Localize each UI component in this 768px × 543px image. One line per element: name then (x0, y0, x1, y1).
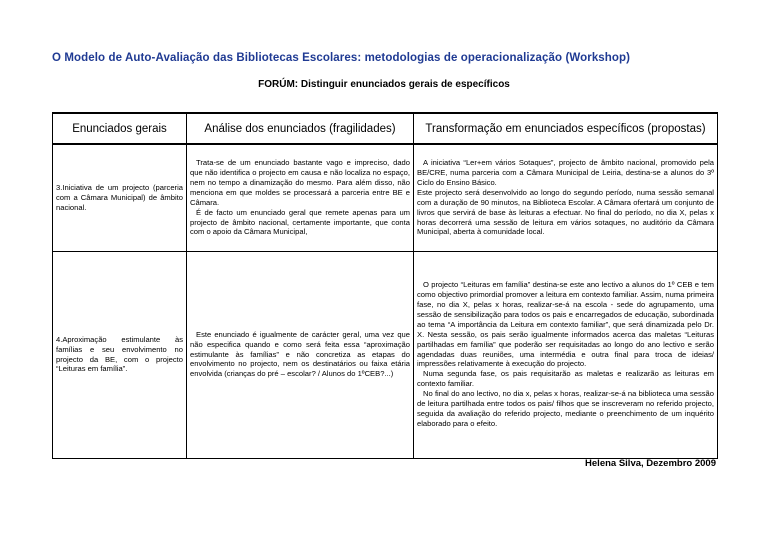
proposal-paragraph: Este projecto será desenvolvido ao longo do segundo período, numa sessão semanal com a duração de 90 minutos, na Biblioteca Escolar. A Câmara ofertará um conjunto de livros que servirá de base às leituras a efectuar. No final do período, no dia X, pelas x horas decorrerá uma sessão de leitura em vários sotaques, no auditório da Câmara Municipal, aberta à comunidade local. (417, 187, 714, 237)
proposal-paragraph: A iniciativa “Ler+em vários Sotaques”, projecto de âmbito nacional, promovido pela BE/CRE, numa parceria com a Câmara Municipal de Leiria, destina-se a alunos do 3º Ciclo do Ensino Básico. (417, 158, 714, 187)
proposal-paragraph: Numa segunda fase, os pais requisitarão as maletas e realizarão as leituras em contexto familiar. (417, 369, 714, 389)
forum-subtitle: FORÚM: Distinguir enunciados gerais de específicos (258, 79, 510, 90)
analysis-paragraph: É de facto um enunciado geral que remete apenas para um projecto de âmbito nacional, certamente importante, que conta com o apoio da Câmara Municipal, (190, 207, 410, 237)
analysis-paragraph: Este enunciado é igualmente de carácter geral, uma vez que não especifica quando e como será feita essa “aproximação estimulante às famílias” e não concretiza as etapas do envolvimento no projecto, nem os destinatários ou faixa etária envolvida (crianças do pré – escolar? / Alunos do 1ºCEB?...) (190, 329, 410, 379)
table-row (53, 144, 718, 251)
enunciados-table (52, 112, 718, 459)
general-statement-cell (53, 144, 187, 251)
proposal-cell (414, 144, 718, 251)
general-statement-cell (53, 251, 187, 458)
proposal-cell (414, 251, 718, 458)
proposal-paragraph: No final do ano lectivo, no dia x, pelas x horas, realizar-se-á na biblioteca uma sessão de leitura partilhada entre todos os pais/ filhos que se inscreveram no referido projecto, seguida da avaliação do referido projecto, mediante o preenchimento de um inquérito elaborado para o efeito. (417, 389, 714, 428)
header-enunciados-gerais: Enunciados gerais (53, 113, 187, 144)
header-analise: Análise dos enunciados (fragilidades) (187, 113, 414, 144)
table-header-row (53, 113, 718, 144)
analysis-cell (187, 251, 414, 458)
proposal-paragraph: O projecto “Leituras em família” destina-se este ano lectivo a alunos do 1º CEB e tem como objectivo primordial promover a leitura em contexto familiar. Assim, numa primeira fase, no dia X, pelas x horas, realizar-se-á na escola - sede do agrupamento, uma sessão de sensibilização para todos os pais e encarregados de educação, subordinada ao tema “A importância da Leitura em contexto familiar”, que será dinamizada pelo Dr. X. Nesta sessão, os pais serão igualmente informados acerca das maletas “Leituras partilhadas em família” que poderão ser requisitadas ao longo do ano lectivo e serão agendadas duas reuniões, uma intermédia e outra final para troca de ideias/ impressões relativamente à execução do projecto. (417, 280, 714, 369)
general-statement-4: 4.Aproximação estimulante às famílias e seu envolvimento no projecto da BE, com o projecto “Leituras em família”. (56, 334, 183, 374)
analysis-cell (187, 144, 414, 251)
analysis-paragraph: Trata-se de um enunciado bastante vago e impreciso, dado que não identifica o projecto em causa e não localiza no espaço, nem no tempo a dinamização do mesmo. Para além disso, não menciona em que moldes se processará a parceria entre BE e Câmara. (190, 158, 410, 207)
author-signature: Helena Silva, Dezembro 2009 (585, 458, 716, 469)
header-transformacao: Transformação em enunciados específicos (propostas) (414, 113, 718, 144)
document-title: O Modelo de Auto-Avaliação das Bibliotecas Escolares: metodologias de operacionalização (Workshop) (52, 52, 631, 64)
general-statement-3: 3.Iniciativa de um projecto (parceria com a Câmara Municipal) de âmbito nacional. (56, 182, 183, 212)
table-row (53, 251, 718, 458)
